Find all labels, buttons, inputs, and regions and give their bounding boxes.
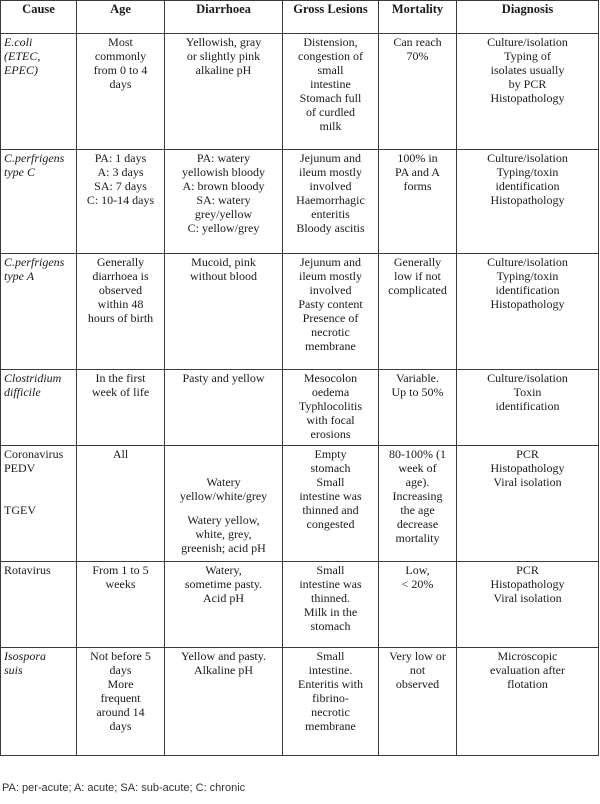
- cell-line: suis: [4, 663, 23, 677]
- cell-line: Small: [316, 563, 345, 577]
- cell-line: intestine.: [308, 663, 353, 677]
- cell-mortality: [379, 562, 457, 648]
- cell-line: Watery yellow,: [187, 513, 260, 527]
- cell-gross-lesions: [283, 370, 379, 446]
- cell-line: observed: [395, 677, 440, 691]
- cell-line: Generally: [393, 255, 442, 269]
- cell-line: Acid pH: [203, 591, 244, 605]
- table-row: [1, 150, 599, 254]
- cell-line: erosions: [310, 427, 351, 441]
- cell-line: intestine was: [299, 489, 362, 503]
- cell-age: [77, 370, 165, 446]
- cell-line: Distension,: [303, 35, 358, 49]
- cell-line: membrane: [305, 339, 356, 353]
- cell-line: involved: [309, 283, 352, 297]
- cell-line: Histopathology: [490, 91, 565, 105]
- cell-line: greenish; acid pH: [181, 541, 266, 555]
- cell-line: Clostridium: [4, 371, 62, 385]
- cell-diagnosis: [457, 34, 599, 150]
- cell-mortality: [379, 370, 457, 446]
- cell-line: necrotic: [311, 705, 350, 719]
- cell-line: Watery,: [205, 563, 242, 577]
- header-diarrhoea: Diarrhoea: [165, 1, 283, 34]
- header-cause: Cause: [1, 1, 77, 34]
- cell-line: thinned.: [311, 591, 350, 605]
- cell-line: isolates usually: [490, 63, 565, 77]
- cell-diarrhoea: [165, 254, 283, 370]
- cell-line: sometime pasty.: [184, 577, 263, 591]
- cell-line: observed: [98, 283, 143, 297]
- cell-line: C.perfrigens: [4, 151, 65, 165]
- cell-line: white, grey,: [195, 527, 252, 541]
- footnote: PA: per-acute; A: acute; SA: sub-acute; C: chronic: [2, 782, 246, 794]
- cell-line: TGEV: [4, 503, 36, 517]
- cell-gross-lesions: [283, 562, 379, 648]
- cell-line: hours of birth: [87, 311, 154, 325]
- cell-line: Yellowish, gray: [185, 35, 262, 49]
- cell-mortality: [379, 648, 457, 756]
- cell-line: PA: watery: [196, 151, 251, 165]
- cell-line: More: [107, 677, 134, 691]
- cell-line: Variable.: [396, 371, 439, 385]
- cell-line: of curdled: [306, 105, 355, 119]
- cell-line: fibrino-: [312, 691, 349, 705]
- cell-line: Typing/toxin: [496, 165, 559, 179]
- cell-line: Not before 5: [90, 649, 151, 663]
- cell-line: PCR: [516, 563, 539, 577]
- header-age: Age: [77, 1, 165, 34]
- cell-line: small: [317, 63, 344, 77]
- cell-diagnosis: [457, 446, 599, 562]
- cell-diagnosis: [457, 254, 599, 370]
- cell-line: congestion of: [298, 49, 363, 63]
- cell-line: PA and A: [395, 165, 440, 179]
- cell-line: decrease: [396, 517, 439, 531]
- table-row: [1, 34, 599, 150]
- cell-spacer: [4, 475, 74, 503]
- cell-line: PEDV: [4, 461, 36, 475]
- cell-age: [77, 648, 165, 756]
- cell-line: identification: [495, 283, 560, 297]
- cell-diagnosis: [457, 150, 599, 254]
- cell-line: Typing of: [504, 49, 551, 63]
- cell-line: Enteritis with: [298, 677, 363, 691]
- cell-line: days: [109, 719, 132, 733]
- cell-line: Mucoid, pink: [191, 255, 256, 269]
- cell-line: Generally: [96, 255, 145, 269]
- cell-line: PCR: [516, 447, 539, 461]
- cell-diarrhoea: [165, 370, 283, 446]
- cell-line: yellow/white/grey: [179, 489, 268, 503]
- cell-line: necrotic: [311, 325, 350, 339]
- cell-line: Milk in the: [303, 605, 358, 619]
- cell-cause: [1, 446, 77, 562]
- cell-cause: [1, 254, 77, 370]
- cell-line: Most: [108, 35, 133, 49]
- cell-diarrhoea: [165, 34, 283, 150]
- cell-line: evaluation after: [490, 663, 565, 677]
- cell-line: 70%: [406, 49, 429, 63]
- cell-line: Viral isolation: [493, 591, 562, 605]
- cell-line: age).: [405, 475, 430, 489]
- table-row: [1, 446, 599, 562]
- cell-line: Pasty content: [298, 297, 363, 311]
- cell-line: type C: [4, 165, 35, 179]
- cell-line: alkaline pH: [195, 63, 252, 77]
- cell-line: Histopathology: [490, 193, 565, 207]
- cell-line: with focal: [306, 413, 355, 427]
- cell-spacer: [167, 447, 280, 475]
- cell-line: identification: [495, 179, 560, 193]
- cell-line: Watery: [206, 475, 241, 489]
- cell-cause: [1, 562, 77, 648]
- cell-mortality: [379, 446, 457, 562]
- cell-line: Pasty and yellow: [182, 371, 265, 385]
- cell-age: [77, 254, 165, 370]
- cell-line: Viral isolation: [493, 475, 562, 489]
- cell-line: around 14: [96, 705, 145, 719]
- cell-diarrhoea: [165, 150, 283, 254]
- cell-cause: [1, 370, 77, 446]
- cell-line: Small: [316, 475, 345, 489]
- table-row: [1, 254, 599, 370]
- cell-line: Mesocolon: [303, 371, 358, 385]
- cell-line: low if not: [394, 269, 441, 283]
- header-mortality: Mortality: [379, 1, 457, 34]
- cell-line: Jejunum and: [300, 255, 361, 269]
- cell-line: Presence of: [302, 311, 359, 325]
- cell-line: week of life: [91, 385, 150, 399]
- cell-line: milk: [319, 119, 342, 133]
- cell-line: oedema: [311, 385, 350, 399]
- cell-line: enteritis: [311, 207, 350, 221]
- cell-line: from 0 to 4: [93, 63, 148, 77]
- cell-line: weeks: [105, 577, 136, 591]
- cell-line: Histopathology: [490, 297, 565, 311]
- cell-age: [77, 34, 165, 150]
- cell-diarrhoea: [165, 648, 283, 756]
- cell-age: [77, 446, 165, 562]
- cell-mortality: [379, 150, 457, 254]
- cell-line: stomach: [310, 619, 351, 633]
- cell-line: Stomach full: [299, 91, 362, 105]
- cell-line: intestine was: [299, 577, 362, 591]
- cell-line: SA: watery: [196, 193, 251, 207]
- table-row: [1, 648, 599, 756]
- table-header-row: [1, 1, 599, 34]
- cell-line: Up to 50%: [391, 385, 444, 399]
- cell-line: Culture/isolation: [487, 151, 568, 165]
- cell-diarrhoea: [165, 446, 283, 562]
- cell-line: intestine: [310, 77, 351, 91]
- cell-line: grey/yellow: [194, 207, 253, 221]
- cell-line: All: [112, 447, 129, 461]
- cell-line: C: 10-14 days: [86, 193, 155, 207]
- cell-line: identification: [495, 399, 560, 413]
- cell-line: 100% in: [397, 151, 438, 165]
- cell-line: or slightly pink: [186, 49, 261, 63]
- cell-line: thinned and: [302, 503, 359, 517]
- cell-line: flotation: [507, 677, 548, 691]
- cell-line: not: [409, 663, 426, 677]
- cell-mortality: [379, 254, 457, 370]
- cell-gross-lesions: [283, 150, 379, 254]
- cell-line: diarrhoea is: [92, 269, 149, 283]
- cell-line: Typhlocolitis: [298, 399, 363, 413]
- cell-line: Microscopic: [497, 649, 558, 663]
- cell-line: Histopathology: [490, 461, 565, 475]
- cell-gross-lesions: [283, 34, 379, 150]
- cell-line: Culture/isolation: [487, 371, 568, 385]
- cell-age: [77, 562, 165, 648]
- cell-line: Typing/toxin: [496, 269, 559, 283]
- header-gross-lesions: Gross Lesions: [283, 1, 379, 34]
- cell-line: A: brown bloody: [182, 179, 265, 193]
- cell-line: PA: 1 days: [94, 151, 147, 165]
- cell-line: difficile: [4, 385, 41, 399]
- cell-diagnosis: [457, 370, 599, 446]
- cell-line: Very low or: [389, 649, 446, 663]
- header-diagnosis: Diagnosis: [457, 1, 599, 34]
- cell-line: < 20%: [401, 577, 434, 591]
- cell-line: week of: [398, 461, 437, 475]
- cell-line: Toxin: [513, 385, 542, 399]
- cell-line: From 1 to 5: [92, 563, 149, 577]
- cell-line: C.perfrigens: [4, 255, 65, 269]
- cell-line: Increasing: [392, 489, 443, 503]
- cell-diagnosis: [457, 562, 599, 648]
- cell-line: Low,: [405, 563, 430, 577]
- cell-gross-lesions: [283, 446, 379, 562]
- cell-line: Culture/isolation: [487, 255, 568, 269]
- cell-cause: [1, 150, 77, 254]
- cell-line: within 48: [97, 297, 144, 311]
- cell-line: frequent: [100, 691, 141, 705]
- cell-spacer: [167, 503, 280, 513]
- cell-line: Isospora: [4, 649, 47, 663]
- cell-line: the age: [400, 503, 435, 517]
- table-row: [1, 562, 599, 648]
- cell-gross-lesions: [283, 254, 379, 370]
- cell-line: involved: [309, 179, 352, 193]
- cell-line: congested: [306, 517, 355, 531]
- cell-line: Alkaline pH: [194, 663, 253, 677]
- cell-line: complicated: [388, 283, 447, 297]
- table-row: [1, 370, 599, 446]
- cell-line: mortality: [395, 531, 440, 545]
- cell-line: Haemorrhagic: [296, 193, 365, 207]
- cell-line: ileum mostly: [299, 165, 362, 179]
- cell-line: Small: [316, 649, 345, 663]
- cell-gross-lesions: [283, 648, 379, 756]
- cell-line: 80-100% (1: [389, 447, 446, 461]
- cell-age: [77, 150, 165, 254]
- cell-line: C: yellow/grey: [187, 221, 260, 235]
- cell-cause: [1, 34, 77, 150]
- cell-line: yellowish bloody: [182, 165, 265, 179]
- cell-line: commonly: [94, 49, 147, 63]
- cell-line: by PCR: [508, 77, 547, 91]
- cell-line: Culture/isolation: [487, 35, 568, 49]
- cell-mortality: [379, 34, 457, 150]
- cell-line: Jejunum and: [300, 151, 361, 165]
- cell-diarrhoea: [165, 562, 283, 648]
- cell-line: Rotavirus: [4, 563, 51, 577]
- cell-line: SA: 7 days: [94, 179, 147, 193]
- cell-line: Coronavirus: [4, 447, 64, 461]
- cell-line: without blood: [189, 269, 257, 283]
- cell-line: E.coli: [4, 35, 33, 49]
- cell-line: Histopathology: [490, 577, 565, 591]
- cell-line: Bloody ascitis: [296, 221, 365, 235]
- cell-line: ileum mostly: [299, 269, 362, 283]
- cell-cause: [1, 648, 77, 756]
- cell-line: EPEC): [4, 63, 38, 77]
- cell-line: Empty: [314, 447, 347, 461]
- cell-line: Can reach: [393, 35, 442, 49]
- cell-line: days: [109, 77, 132, 91]
- cell-line: membrane: [305, 719, 356, 733]
- cell-line: Yellow and pasty.: [180, 649, 266, 663]
- cell-line: (ETEC,: [4, 49, 41, 63]
- cell-line: forms: [403, 179, 432, 193]
- cell-line: days: [109, 663, 132, 677]
- cell-diagnosis: [457, 648, 599, 756]
- cell-line: type A: [4, 269, 35, 283]
- cell-line: stomach: [310, 461, 351, 475]
- cell-line: A: 3 days: [97, 165, 144, 179]
- cell-line: In the first: [95, 371, 146, 385]
